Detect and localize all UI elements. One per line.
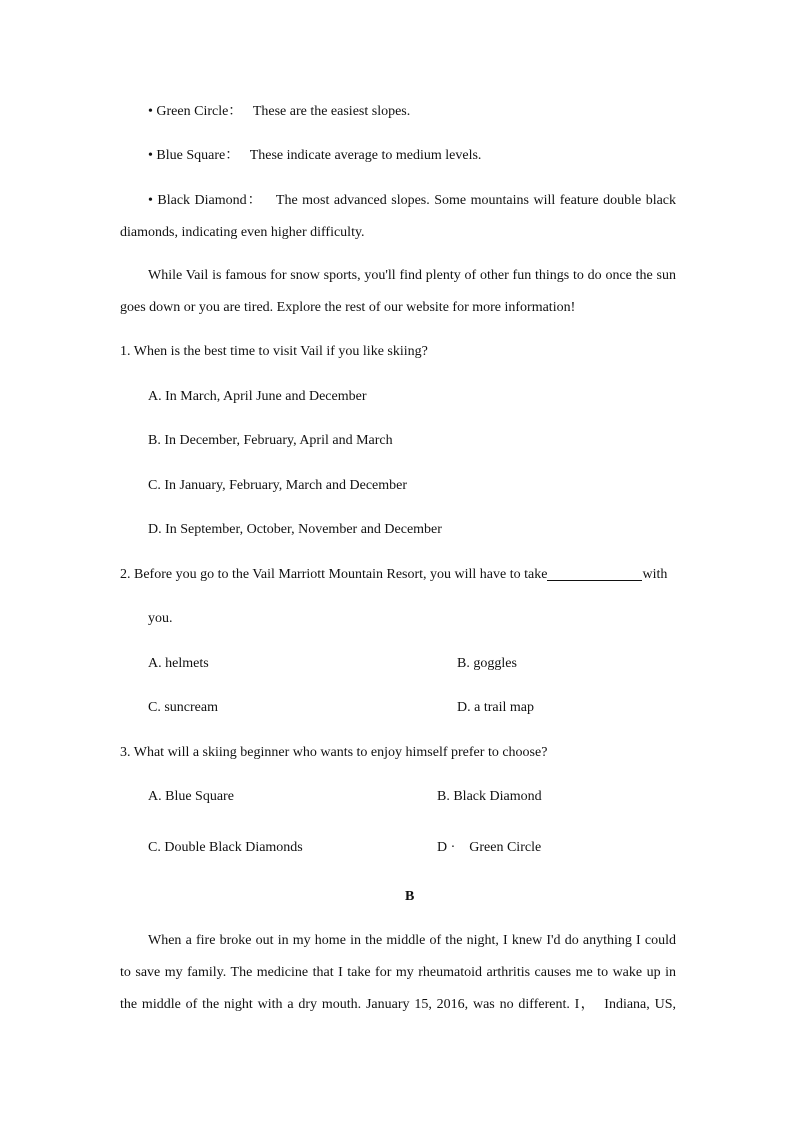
question-2-stem (120, 566, 667, 584)
question-1-option-b: B. In December, February, April and March (148, 433, 393, 448)
question-1-option-d: D. In September, October, November and December (148, 522, 442, 537)
question-2-stem-after: with (642, 567, 668, 582)
closing-line-1: While Vail is famous for snow sports, you'll find plenty of other fun things to do once the sun (148, 268, 676, 283)
question-3-option-d: D · Green Circle (437, 840, 542, 855)
answer-blank (547, 566, 642, 581)
question-1-option-a: A. In March, April June and December (148, 389, 367, 404)
slope-text: The most advanced slopes. Some mountains will feature double black (275, 193, 677, 208)
question-2-option-a: A. helmets (148, 656, 209, 671)
question-2-option-c: C. suncream (148, 700, 218, 715)
question-3-option-c: C. Double Black Diamonds (148, 840, 303, 855)
slope-text: These indicate average to medium levels. (249, 148, 482, 163)
question-1-stem: 1. When is the best time to visit Vail if you like skiing? (120, 344, 428, 359)
slope-label: • Blue Square： (148, 148, 240, 163)
slope-green-circle (148, 103, 410, 121)
slope-black-diamond (148, 192, 676, 210)
section-heading: B (405, 889, 415, 904)
slope-black-diamond-cont: diamonds, indicating even higher difficulty. (120, 225, 365, 240)
question-3-option-a: A. Blue Square (148, 789, 234, 804)
slope-label: • Black Diamond： (148, 193, 263, 208)
question-3-stem: 3. What will a skiing beginner who wants to enjoy himself prefer to choose? (120, 745, 548, 760)
slope-text: These are the easiest slopes. (252, 104, 411, 119)
passage-b-line-1: When a fire broke out in my home in the middle of the night, I knew I'd do anything I could (148, 933, 676, 948)
question-2-option-d: D. a trail map (457, 700, 534, 715)
question-2-stem-cont: you. (148, 611, 173, 626)
question-2-option-b: B. goggles (457, 656, 517, 671)
slope-label: • Green Circle： (148, 104, 243, 119)
question-2-stem-before: 2. Before you go to the Vail Marriott Mountain Resort, you will have to take (120, 567, 548, 582)
question-3-option-b: B. Black Diamond (437, 789, 542, 804)
passage-b-line-2: to save my family. The medicine that I take for my rheumatoid arthritis causes me to wake up in (120, 965, 676, 980)
closing-line-2: goes down or you are tired. Explore the rest of our website for more information! (120, 300, 576, 315)
passage-b-line-3: the middle of the night with a dry mouth. January 15, 2016, was no different. I， Indiana, US, (120, 997, 676, 1012)
slope-blue-square (148, 147, 481, 165)
question-1-option-c: C. In January, February, March and December (148, 478, 408, 493)
